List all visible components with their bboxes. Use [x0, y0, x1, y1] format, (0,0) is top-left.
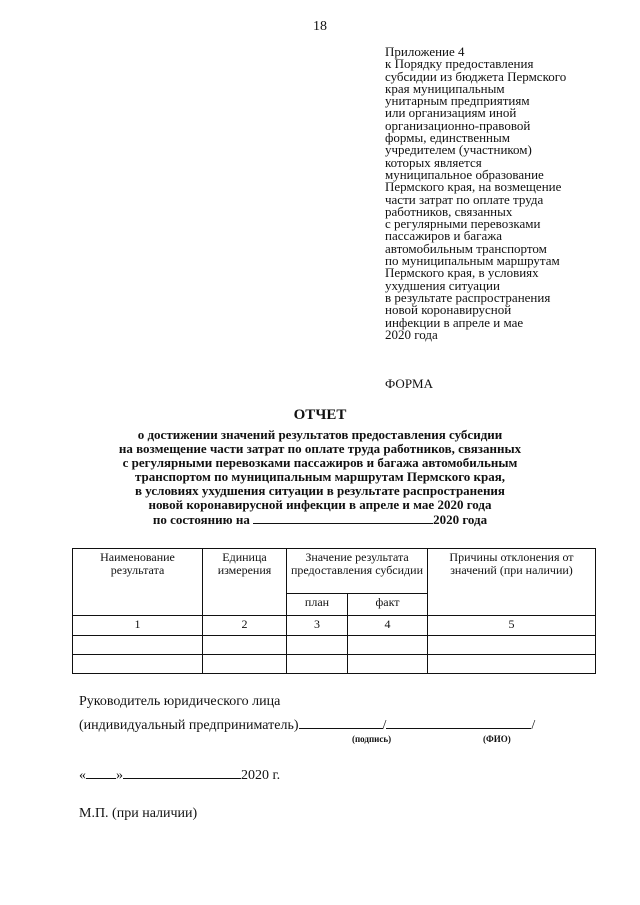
header-plan: план: [287, 594, 348, 616]
appendix-line: ухудшения ситуации: [385, 277, 500, 293]
empty-cell[interactable]: [73, 636, 203, 655]
results-table: [72, 548, 596, 674]
report-subtitle: [0, 428, 640, 527]
header-result-name: Наименование результата: [73, 549, 203, 616]
date-suffix: 2020 года: [433, 511, 488, 527]
appendix-line: с регулярными перевозками: [385, 216, 541, 232]
appendix-line: части затрат по оплате труда: [385, 191, 544, 207]
appendix-line: муниципальное образование: [385, 166, 544, 182]
appendix-line: инфекции в апреле и мае: [385, 314, 524, 330]
page-number: 18: [313, 19, 327, 34]
column-number: 4: [348, 616, 428, 636]
appendix-line: субсидии из бюджета Пермского: [385, 68, 567, 84]
form-label: ФОРМА: [385, 376, 433, 391]
appendix-line: в результате распространения: [385, 289, 551, 305]
column-number: 1: [73, 616, 203, 636]
header-fact: факт: [348, 594, 428, 616]
empty-cell[interactable]: [348, 655, 428, 674]
appendix-line: организационно-правовой: [385, 117, 531, 133]
subtitle-line: транспортом по муниципальным маршрутам Пермского края,: [134, 469, 506, 485]
appendix-line: пассажиров и багажа: [385, 228, 502, 244]
date-line: [0, 513, 640, 527]
appendix-line: новой коронавирусной: [385, 302, 512, 318]
year-label: 2020 г.: [241, 768, 281, 783]
appendix-line: Пермского края, в условиях: [385, 265, 539, 281]
column-number: 2: [203, 616, 287, 636]
subtitle-line: в условиях ухудшения ситуации в результате распространения: [135, 483, 505, 499]
quote-open: «: [79, 768, 86, 783]
day-blank[interactable]: [86, 766, 116, 779]
appendix-line: по муниципальным маршрутам: [385, 253, 560, 269]
empty-cell[interactable]: [287, 636, 348, 655]
subtitle-line: на возмещение части затрат по оплате труда работников, связанных: [118, 441, 522, 457]
signature-blank[interactable]: [299, 716, 383, 729]
signature-title: Руководитель юридического лица: [79, 694, 281, 709]
appendix-line: учредителем (участником): [385, 142, 532, 158]
appendix-line: автомобильным транспортом: [385, 240, 547, 256]
appendix-line: Пермского края, на возмещение: [385, 179, 562, 195]
fio-caption: (ФИО): [483, 734, 511, 744]
signature-caption: (подпись): [352, 734, 392, 744]
slash: /: [382, 718, 387, 733]
quote-close: »: [116, 768, 123, 783]
fio-blank[interactable]: [386, 716, 531, 729]
empty-cell[interactable]: [73, 655, 203, 674]
appendix-line: унитарным предприятиям: [385, 93, 530, 109]
date-signature-line: [79, 766, 280, 784]
appendix-line: работников, связанных: [385, 203, 513, 219]
stamp-label: М.П. (при наличии): [79, 806, 198, 821]
signature-line: [79, 716, 535, 734]
appendix-line: края муниципальным: [385, 80, 505, 96]
column-number: 5: [428, 616, 596, 636]
appendix-line: формы, единственным: [385, 130, 510, 146]
subtitle-line: новой коронавирусной инфекции в апреле и мае 2020 года: [148, 497, 492, 513]
date-prefix: по состоянию на: [152, 511, 250, 527]
slash: /: [531, 718, 536, 733]
date-blank[interactable]: [253, 513, 433, 524]
appendix-line: Приложение 4: [385, 44, 465, 59]
empty-cell[interactable]: [203, 655, 287, 674]
empty-cell[interactable]: [428, 655, 596, 674]
appendix-line: 2020 года: [385, 326, 438, 342]
signature-role: (индивидуальный предприниматель): [79, 718, 299, 733]
column-number: 3: [287, 616, 348, 636]
table-row: [73, 636, 596, 655]
appendix-line: или организациям иной: [385, 105, 517, 121]
empty-cell[interactable]: [287, 655, 348, 674]
month-blank[interactable]: [123, 766, 241, 779]
empty-cell[interactable]: [428, 636, 596, 655]
subtitle-line: о достижении значений результатов предоставления субсидии: [137, 427, 503, 442]
appendix-line: к Порядку предоставления: [385, 56, 534, 72]
header-reasons: Причины отклонения от значений (при наличии): [428, 549, 596, 616]
table-row: [73, 655, 596, 674]
header-value: Значение результата предоставления субсидии: [287, 549, 428, 594]
appendix-line: которых является: [385, 154, 482, 170]
appendix-block: [385, 46, 625, 341]
header-unit: Единица измерения: [203, 549, 287, 616]
empty-cell[interactable]: [348, 636, 428, 655]
report-title: ОТЧЕТ: [293, 407, 347, 423]
empty-cell[interactable]: [203, 636, 287, 655]
subtitle-line: с регулярными перевозками пассажиров и багажа автомобильным: [122, 455, 518, 471]
